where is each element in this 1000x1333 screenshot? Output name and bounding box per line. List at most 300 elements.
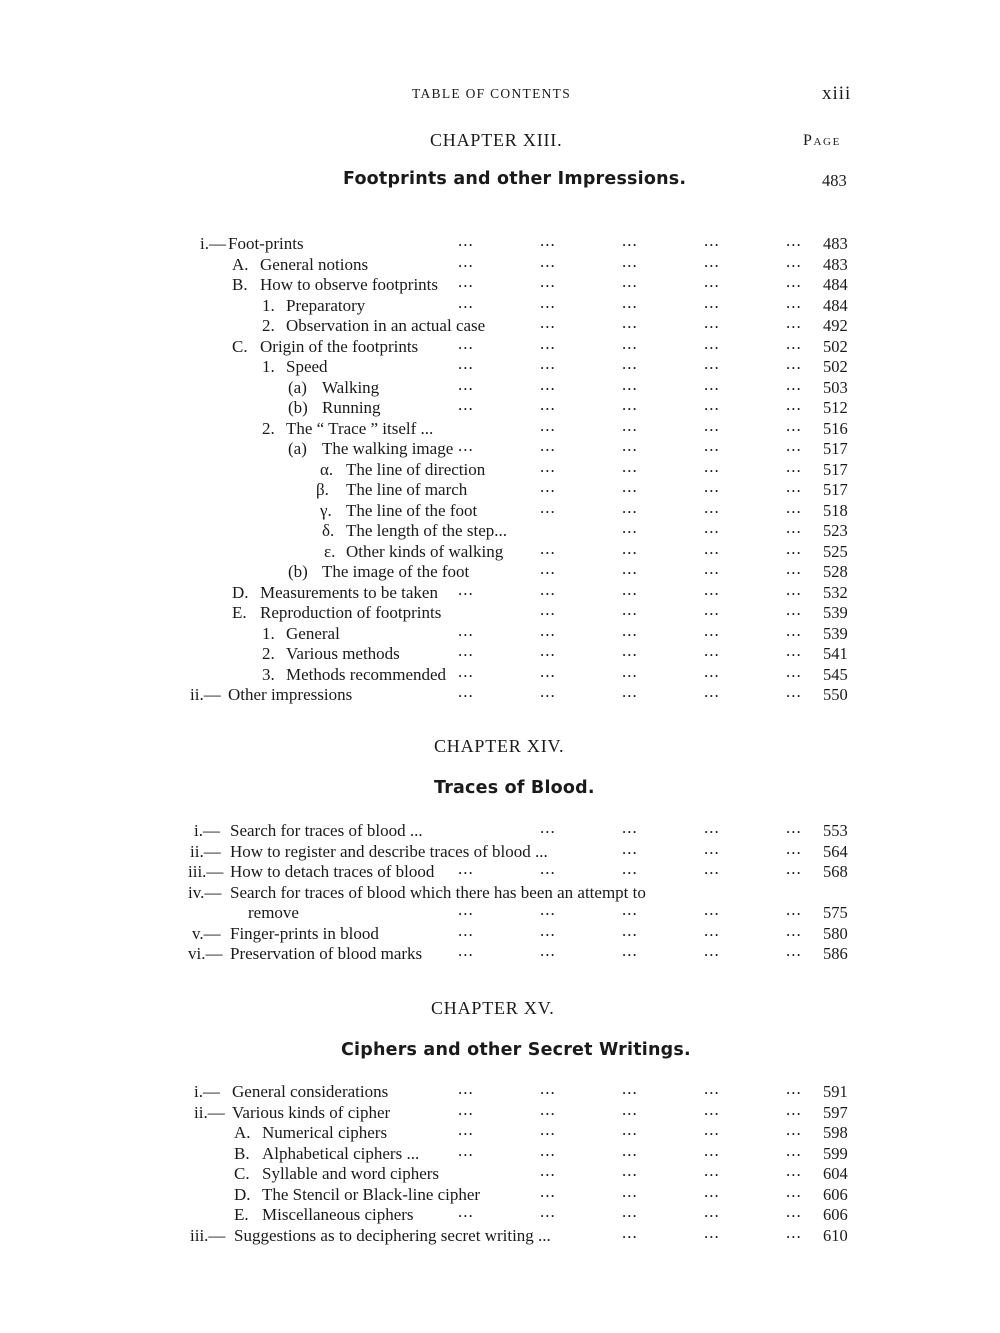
leader-dots: ... xyxy=(786,661,802,681)
leader-dots: ... xyxy=(540,682,556,701)
entry-number: vi.— xyxy=(188,944,223,963)
leader-dots: ... xyxy=(622,579,638,599)
leader-dots: ... xyxy=(540,395,556,414)
entry-title: General considerations xyxy=(232,1082,389,1101)
leader-dots: ... xyxy=(540,313,556,332)
entry-title: The line of march xyxy=(346,480,468,499)
toc-entry[interactable] xyxy=(0,859,1000,882)
toc-entry[interactable] xyxy=(0,395,1000,418)
entry-title: Miscellaneous ciphers xyxy=(262,1205,414,1224)
leader-dots: ... xyxy=(786,436,802,455)
leader-dots: ... xyxy=(540,920,556,940)
leader-dots: ... xyxy=(786,1120,802,1139)
toc-entry[interactable] xyxy=(0,374,1000,398)
toc-entry[interactable] xyxy=(0,883,1000,903)
leader-dots: ... xyxy=(458,436,474,455)
entry-page-number: 483 xyxy=(823,254,848,274)
entry-page-number: 597 xyxy=(823,1102,848,1122)
entry-page-number: 532 xyxy=(823,582,848,602)
leader-dots: ... xyxy=(786,941,802,960)
leader-dots: ... xyxy=(540,251,556,271)
toc-entry[interactable] xyxy=(0,682,1000,705)
toc-entry[interactable] xyxy=(0,641,1000,664)
entry-page-number: 528 xyxy=(823,562,848,581)
toc-entry[interactable] xyxy=(0,538,1000,562)
leader-dots: ... xyxy=(540,1079,556,1098)
leader-dots: ... xyxy=(622,292,638,312)
toc-entry[interactable] xyxy=(0,559,1000,582)
leader-dots: ... xyxy=(622,497,638,517)
leader-dots: ... xyxy=(540,1120,556,1139)
leader-dots: ... xyxy=(704,538,720,558)
chapter-title: Ciphers and other Secret Writings. xyxy=(341,1040,691,1060)
entry-page-number: 518 xyxy=(823,500,848,520)
entry-page-number: 492 xyxy=(823,316,848,335)
entry-number: 3. xyxy=(262,664,275,684)
entry-title: The line of direction xyxy=(346,459,486,479)
leader-dots: ... xyxy=(458,1099,474,1119)
leader-dots: ... xyxy=(458,1079,474,1098)
leader-dots: ... xyxy=(622,600,638,619)
page-column-label: Page xyxy=(803,132,841,149)
entry-number: 2. xyxy=(262,644,275,663)
toc-entry[interactable] xyxy=(0,272,1000,295)
toc-entry[interactable] xyxy=(0,292,1000,316)
entry-number: 1. xyxy=(262,295,275,315)
entry-title: Other kinds of walking xyxy=(346,541,504,561)
entry-title: Various methods xyxy=(286,644,400,663)
leader-dots: ... xyxy=(622,395,638,414)
entry-page-number: 502 xyxy=(823,357,848,376)
toc-entry[interactable] xyxy=(0,333,1000,357)
leader-dots: ... xyxy=(704,620,720,640)
leader-dots: ... xyxy=(704,1202,720,1221)
leader-dots: ... xyxy=(704,1181,720,1201)
entry-page-number: 503 xyxy=(823,377,848,397)
leader-dots: ... xyxy=(622,333,638,353)
toc-entry[interactable] xyxy=(0,620,1000,644)
leader-dots: ... xyxy=(458,941,474,960)
leader-dots: ... xyxy=(786,415,802,435)
entry-number: A. xyxy=(232,254,249,274)
leader-dots: ... xyxy=(458,1120,474,1139)
leader-dots: ... xyxy=(458,620,474,640)
toc-entry[interactable] xyxy=(0,920,1000,944)
leader-dots: ... xyxy=(458,374,474,394)
leader-dots: ... xyxy=(622,518,638,537)
entry-page-number: 575 xyxy=(823,903,848,922)
entry-title: Observation in an actual case xyxy=(286,316,486,335)
entry-title: Preparatory xyxy=(286,295,366,315)
leader-dots: ... xyxy=(622,838,638,858)
leader-dots: ... xyxy=(786,354,802,373)
entry-title: The walking image xyxy=(322,439,454,458)
entry-title: The length of the step... xyxy=(346,521,507,540)
entry-title: Foot-prints xyxy=(228,234,304,253)
leader-dots: ... xyxy=(704,1222,720,1242)
entry-title: Measurements to be taken xyxy=(260,582,438,602)
chapter-label: CHAPTER XV. xyxy=(431,998,555,1018)
leader-dots: ... xyxy=(622,559,638,578)
entry-title: The Stencil or Black-line cipher xyxy=(262,1184,481,1204)
toc-entry[interactable] xyxy=(0,477,1000,500)
leader-dots: ... xyxy=(704,477,720,496)
toc-entry[interactable] xyxy=(0,1120,1000,1143)
toc-entry[interactable] xyxy=(0,838,1000,862)
leader-dots: ... xyxy=(704,1120,720,1139)
leader-dots: ... xyxy=(540,436,556,455)
leader-dots: ... xyxy=(540,579,556,599)
leader-dots: ... xyxy=(458,354,474,373)
entry-title: Suggestions as to deciphering secret writing ... xyxy=(234,1225,551,1245)
leader-dots: ... xyxy=(540,497,556,517)
entry-page-number: 591 xyxy=(823,1082,848,1101)
entry-number: A. xyxy=(234,1123,251,1142)
leader-dots: ... xyxy=(540,415,556,435)
entry-number: 1. xyxy=(262,623,275,643)
leader-dots: ... xyxy=(540,477,556,496)
entry-number: D. xyxy=(232,582,249,602)
leader-dots: ... xyxy=(786,838,802,858)
leader-dots: ... xyxy=(704,1140,720,1160)
leader-dots: ... xyxy=(622,1222,638,1242)
toc-entry[interactable] xyxy=(0,1161,1000,1184)
entry-number: E. xyxy=(232,603,247,622)
leader-dots: ... xyxy=(540,1181,556,1201)
leader-dots: ... xyxy=(540,231,556,250)
leader-dots: ... xyxy=(622,415,638,435)
leader-dots: ... xyxy=(786,477,802,496)
leader-dots: ... xyxy=(622,941,638,960)
leader-dots: ... xyxy=(540,1099,556,1119)
leader-dots: ... xyxy=(704,518,720,537)
entry-number: D. xyxy=(234,1184,251,1204)
leader-dots: ... xyxy=(704,682,720,701)
entry-number: ii.— xyxy=(190,841,221,861)
leader-dots: ... xyxy=(786,1140,802,1160)
entry-page-number: 483 xyxy=(823,234,848,253)
entry-number: α. xyxy=(320,459,334,479)
entry-number: i.— xyxy=(200,234,226,253)
leader-dots: ... xyxy=(704,415,720,435)
leader-dots: ... xyxy=(786,374,802,394)
leader-dots: ... xyxy=(786,313,802,332)
leader-dots: ... xyxy=(540,1140,556,1160)
leader-dots: ... xyxy=(622,272,638,291)
entry-number: iv.— xyxy=(188,882,222,902)
entry-page-number: 604 xyxy=(823,1164,848,1183)
leader-dots: ... xyxy=(458,251,474,271)
leader-dots: ... xyxy=(622,1181,638,1201)
leader-dots: ... xyxy=(704,1099,720,1119)
leader-dots: ... xyxy=(704,641,720,660)
leader-dots: ... xyxy=(704,497,720,517)
entry-number: γ. xyxy=(320,500,332,520)
leader-dots: ... xyxy=(458,920,474,940)
leader-dots: ... xyxy=(622,682,638,701)
leader-dots: ... xyxy=(786,538,802,558)
entry-title: Reproduction of footprints xyxy=(260,603,442,622)
running-head xyxy=(0,83,1000,106)
toc-entry[interactable] xyxy=(0,818,1000,841)
entry-title: Origin of the footprints xyxy=(260,336,419,356)
leader-dots: ... xyxy=(458,859,474,878)
leader-dots: ... xyxy=(704,600,720,619)
entry-page-number: 484 xyxy=(823,275,848,294)
entry-title: Search for traces of blood which there has been an attempt to xyxy=(230,882,646,902)
leader-dots: ... xyxy=(786,818,802,837)
entry-page-number: 517 xyxy=(823,480,848,499)
leader-dots: ... xyxy=(458,579,474,599)
leader-dots: ... xyxy=(704,1079,720,1098)
toc-entry[interactable] xyxy=(0,313,1000,336)
toc-entry[interactable] xyxy=(0,1181,1000,1205)
leader-dots: ... xyxy=(622,900,638,919)
entry-page-number: 502 xyxy=(823,336,848,356)
entry-number: 2. xyxy=(262,418,275,438)
leader-dots: ... xyxy=(540,559,556,578)
entry-title: Running xyxy=(322,398,381,417)
leader-dots: ... xyxy=(704,251,720,271)
leader-dots: ... xyxy=(786,559,802,578)
leader-dots: ... xyxy=(540,1161,556,1180)
entry-number: iii.— xyxy=(190,1225,226,1245)
leader-dots: ... xyxy=(622,1099,638,1119)
leader-dots: ... xyxy=(622,1140,638,1160)
toc-entry[interactable] xyxy=(0,415,1000,439)
toc-entry[interactable] xyxy=(0,1079,1000,1102)
entry-page-number: 598 xyxy=(823,1123,848,1142)
leader-dots: ... xyxy=(704,272,720,291)
entry-title: The line of the foot xyxy=(346,500,478,520)
running-title: TABLE OF CONTENTS xyxy=(412,86,572,101)
leader-dots: ... xyxy=(540,374,556,394)
entry-page-number: 484 xyxy=(823,295,848,315)
toc-entry[interactable] xyxy=(0,518,1000,541)
leader-dots: ... xyxy=(786,456,802,476)
leader-dots: ... xyxy=(786,251,802,271)
leader-dots: ... xyxy=(540,354,556,373)
entry-page-number: 539 xyxy=(823,603,848,622)
leader-dots: ... xyxy=(622,477,638,496)
leader-dots: ... xyxy=(622,354,638,373)
entry-number: ε. xyxy=(324,541,336,561)
toc-entry[interactable] xyxy=(0,1099,1000,1123)
toc-entry[interactable] xyxy=(0,579,1000,603)
leader-dots: ... xyxy=(786,579,802,599)
leader-dots: ... xyxy=(458,682,474,701)
leader-dots: ... xyxy=(704,941,720,960)
leader-dots: ... xyxy=(786,900,802,919)
leader-dots: ... xyxy=(622,436,638,455)
entry-number: B. xyxy=(232,275,248,294)
entry-number: i.— xyxy=(194,821,220,840)
entry-title: remove xyxy=(248,903,299,922)
entry-number: (a) xyxy=(288,377,307,397)
toc-entry[interactable] xyxy=(0,251,1000,275)
toc-entry[interactable] xyxy=(0,941,1000,964)
entry-title: General xyxy=(286,623,340,643)
entry-page-number: 580 xyxy=(823,923,848,943)
entry-number: 2. xyxy=(262,316,275,335)
chapter-title: Traces of Blood. xyxy=(434,778,595,798)
entry-number: (b) xyxy=(288,562,308,581)
leader-dots: ... xyxy=(786,682,802,701)
leader-dots: ... xyxy=(786,1099,802,1119)
toc-entry[interactable] xyxy=(0,231,1000,254)
entry-page-number: 516 xyxy=(823,418,848,438)
entry-number: E. xyxy=(234,1205,249,1224)
leader-dots: ... xyxy=(622,661,638,681)
leader-dots: ... xyxy=(622,231,638,250)
entry-number: C. xyxy=(232,336,248,356)
toc-entry[interactable] xyxy=(0,436,1000,459)
leader-dots: ... xyxy=(786,518,802,537)
entry-page-number: 517 xyxy=(823,439,848,458)
leader-dots: ... xyxy=(458,272,474,291)
leader-dots: ... xyxy=(786,292,802,312)
leader-dots: ... xyxy=(786,1161,802,1180)
leader-dots: ... xyxy=(622,1120,638,1139)
leader-dots: ... xyxy=(540,538,556,558)
entry-page-number: 550 xyxy=(823,685,848,704)
leader-dots: ... xyxy=(786,395,802,414)
entry-page-number: 523 xyxy=(823,521,848,540)
entry-number: i.— xyxy=(194,1082,220,1101)
entry-title: Alphabetical ciphers ... xyxy=(262,1143,420,1163)
entry-page-number: 525 xyxy=(823,541,848,561)
leader-dots: ... xyxy=(540,661,556,681)
leader-dots: ... xyxy=(458,231,474,250)
chapter-title-page: 483 xyxy=(822,171,847,190)
toc-entry[interactable] xyxy=(0,354,1000,377)
leader-dots: ... xyxy=(540,818,556,837)
leader-dots: ... xyxy=(704,354,720,373)
toc-entry[interactable] xyxy=(0,661,1000,685)
entry-title: Finger-prints in blood xyxy=(230,923,379,943)
leader-dots: ... xyxy=(622,920,638,940)
leader-dots: ... xyxy=(786,920,802,940)
entry-page-number: 568 xyxy=(823,862,848,881)
leader-dots: ... xyxy=(704,231,720,250)
leader-dots: ... xyxy=(458,333,474,353)
leader-dots: ... xyxy=(458,661,474,681)
entry-title: Various kinds of cipher xyxy=(232,1102,391,1122)
entry-title: Preservation of blood marks xyxy=(230,944,423,963)
leader-dots: ... xyxy=(786,1181,802,1201)
leader-dots: ... xyxy=(622,538,638,558)
toc-entry[interactable] xyxy=(0,600,1000,623)
entry-page-number: 512 xyxy=(823,398,848,417)
leader-dots: ... xyxy=(540,1202,556,1221)
leader-dots: ... xyxy=(540,600,556,619)
entry-title: Numerical ciphers xyxy=(262,1123,388,1142)
leader-dots: ... xyxy=(622,1202,638,1221)
leader-dots: ... xyxy=(622,251,638,271)
entry-page-number: 545 xyxy=(823,664,848,684)
entry-title: Methods recommended xyxy=(286,664,447,684)
leader-dots: ... xyxy=(540,292,556,312)
entry-title: Walking xyxy=(322,377,380,397)
entry-number: C. xyxy=(234,1164,250,1183)
leader-dots: ... xyxy=(622,313,638,332)
entry-number: iii.— xyxy=(188,862,224,881)
leader-dots: ... xyxy=(704,579,720,599)
leader-dots: ... xyxy=(786,231,802,250)
toc-entry[interactable] xyxy=(0,1140,1000,1164)
leader-dots: ... xyxy=(540,941,556,960)
leader-dots: ... xyxy=(786,272,802,291)
leader-dots: ... xyxy=(540,272,556,291)
toc-entry[interactable] xyxy=(0,900,1000,923)
leader-dots: ... xyxy=(704,818,720,837)
leader-dots: ... xyxy=(786,600,802,619)
leader-dots: ... xyxy=(622,456,638,476)
leader-dots: ... xyxy=(704,859,720,878)
leader-dots: ... xyxy=(786,641,802,660)
leader-dots: ... xyxy=(704,374,720,394)
leader-dots: ... xyxy=(622,1079,638,1098)
entry-title: General notions xyxy=(260,254,369,274)
entry-number: (b) xyxy=(288,398,308,417)
entry-page-number: 553 xyxy=(823,821,848,840)
leader-dots: ... xyxy=(786,1222,802,1242)
toc-entry[interactable] xyxy=(0,1202,1000,1225)
entry-page-number: 564 xyxy=(823,841,848,861)
entry-title: The “ Trace ” itself ... xyxy=(286,418,434,438)
entry-number: ii.— xyxy=(194,1102,225,1122)
entry-title: How to observe footprints xyxy=(260,275,439,294)
toc-entry[interactable] xyxy=(0,456,1000,480)
entry-title: Syllable and word ciphers xyxy=(262,1164,440,1183)
entry-number: B. xyxy=(234,1143,250,1163)
leader-dots: ... xyxy=(622,641,638,660)
leader-dots: ... xyxy=(458,641,474,660)
leader-dots: ... xyxy=(704,900,720,919)
entry-title: Other impressions xyxy=(228,685,353,704)
leader-dots: ... xyxy=(540,859,556,878)
entry-page-number: 599 xyxy=(823,1143,848,1163)
leader-dots: ... xyxy=(540,456,556,476)
leader-dots: ... xyxy=(786,859,802,878)
leader-dots: ... xyxy=(622,374,638,394)
toc-entry[interactable] xyxy=(0,1222,1000,1246)
leader-dots: ... xyxy=(458,395,474,414)
entry-title: How to detach traces of blood xyxy=(230,862,435,881)
toc-entry[interactable] xyxy=(0,497,1000,521)
entry-number: (a) xyxy=(288,439,307,458)
leader-dots: ... xyxy=(622,620,638,640)
leader-dots: ... xyxy=(704,292,720,312)
leader-dots: ... xyxy=(704,661,720,681)
leader-dots: ... xyxy=(704,395,720,414)
leader-dots: ... xyxy=(786,1202,802,1221)
leader-dots: ... xyxy=(704,1161,720,1180)
entry-page-number: 539 xyxy=(823,623,848,643)
entry-page-number: 610 xyxy=(823,1225,848,1245)
leader-dots: ... xyxy=(540,333,556,353)
leader-dots: ... xyxy=(458,292,474,312)
entry-title: Search for traces of blood ... xyxy=(230,821,423,840)
leader-dots: ... xyxy=(704,313,720,332)
leader-dots: ... xyxy=(786,620,802,640)
entry-page-number: 606 xyxy=(823,1184,848,1204)
leader-dots: ... xyxy=(704,456,720,476)
entry-page-number: 541 xyxy=(823,644,848,663)
leader-dots: ... xyxy=(458,900,474,919)
leader-dots: ... xyxy=(704,920,720,940)
entry-number: δ. xyxy=(322,521,335,540)
